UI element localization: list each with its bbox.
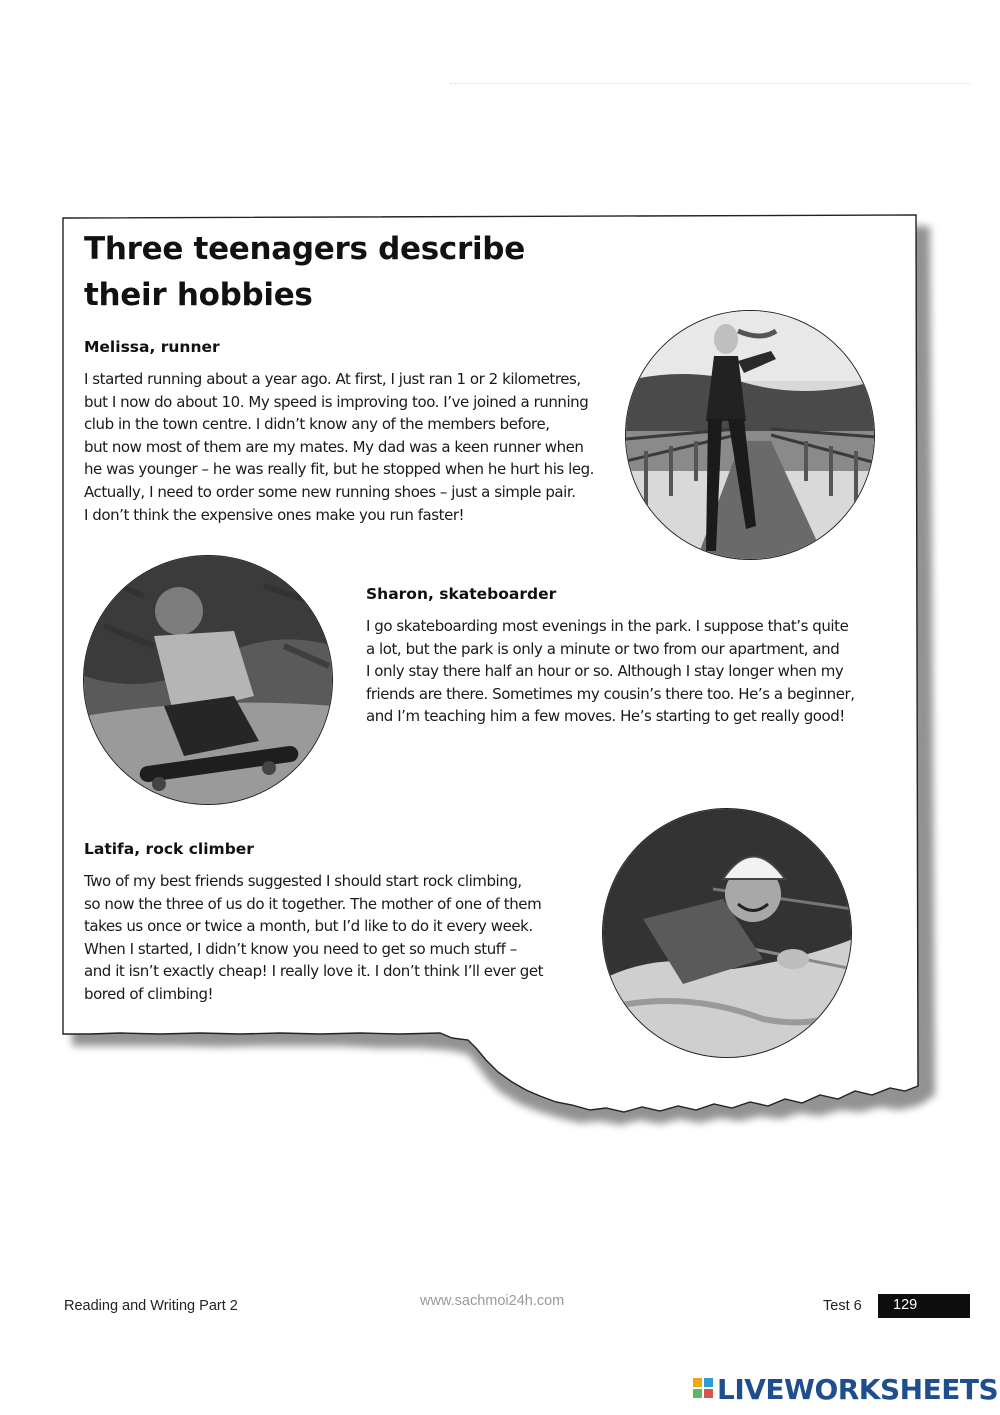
rock-climber-photo [602, 808, 852, 1058]
section-text-melissa [84, 368, 594, 526]
text-line: I don’t think the expensive ones make you run faster! [84, 505, 465, 524]
section-name-melissa: Melissa, runner [84, 338, 220, 356]
text-line: club in the town centre. I didn’t know any of the members before, [84, 415, 550, 434]
text-line: but now most of them are my mates. My dad was a keen runner when [84, 437, 584, 456]
text-line: friends are there. Sometimes my cousin’s there too. He’s a beginner, [366, 684, 855, 703]
section-name-latifa: Latifa, rock climber [84, 840, 254, 858]
liveworksheets-logo [693, 1373, 999, 1413]
logo-square [693, 1389, 702, 1398]
logo-square [704, 1389, 713, 1398]
footer-website: www.sachmoi24h.com [420, 1293, 565, 1309]
watermark-text: LIVEWORKSHEETS [717, 1373, 999, 1406]
text-line: and I’m teaching him a few moves. He’s starting to get really good! [366, 707, 845, 726]
logo-squares-icon [693, 1378, 715, 1402]
runner-photo [625, 310, 875, 560]
skateboarder-photo [83, 555, 333, 805]
text-line: he was younger – he was really fit, but he stopped when he hurt his leg. [84, 460, 594, 479]
title-line: their hobbies [84, 277, 313, 313]
text-line: takes us once or twice a month, but I’d like to do it every week. [84, 917, 533, 936]
text-line: bored of climbing! [84, 984, 214, 1003]
section-text-sharon [366, 615, 855, 728]
article-title [84, 226, 604, 318]
text-line: and it isn’t exactly cheap! I really love it. I don’t think I’ll ever get [84, 962, 544, 981]
text-line: When I started, I didn’t know you need to get so much stuff – [84, 939, 517, 958]
text-line: Actually, I need to order some new running shoes – just a simple pair. [84, 482, 576, 501]
section-name-sharon: Sharon, skateboarder [366, 585, 557, 603]
text-line: I go skateboarding most evenings in the park. I suppose that’s quite [366, 617, 849, 635]
text-line: but I now do about 10. My speed is improving too. I’ve joined a running [84, 392, 589, 411]
text-line: a lot, but the park is only a minute or two from our apartment, and [366, 639, 840, 658]
section-text-latifa [84, 870, 543, 1006]
text-line: so now the three of us do it together. The mother of one of them [84, 894, 542, 913]
logo-square [704, 1378, 713, 1387]
text-line: I only stay there half an hour or so. Although I stay longer when my [366, 662, 844, 681]
footer-section-label: Reading and Writing Part 2 [64, 1298, 238, 1314]
text-line: I started running about a year ago. At first, I just ran 1 or 2 kilometres, [84, 370, 581, 388]
logo-square [693, 1378, 702, 1387]
text-line: Two of my best friends suggested I should start rock climbing, [84, 872, 522, 890]
title-line: Three teenagers describe [84, 231, 525, 267]
footer-test-label: Test 6 [823, 1298, 862, 1314]
page-number: 129 [893, 1297, 918, 1313]
page-number-box [878, 1294, 970, 1318]
